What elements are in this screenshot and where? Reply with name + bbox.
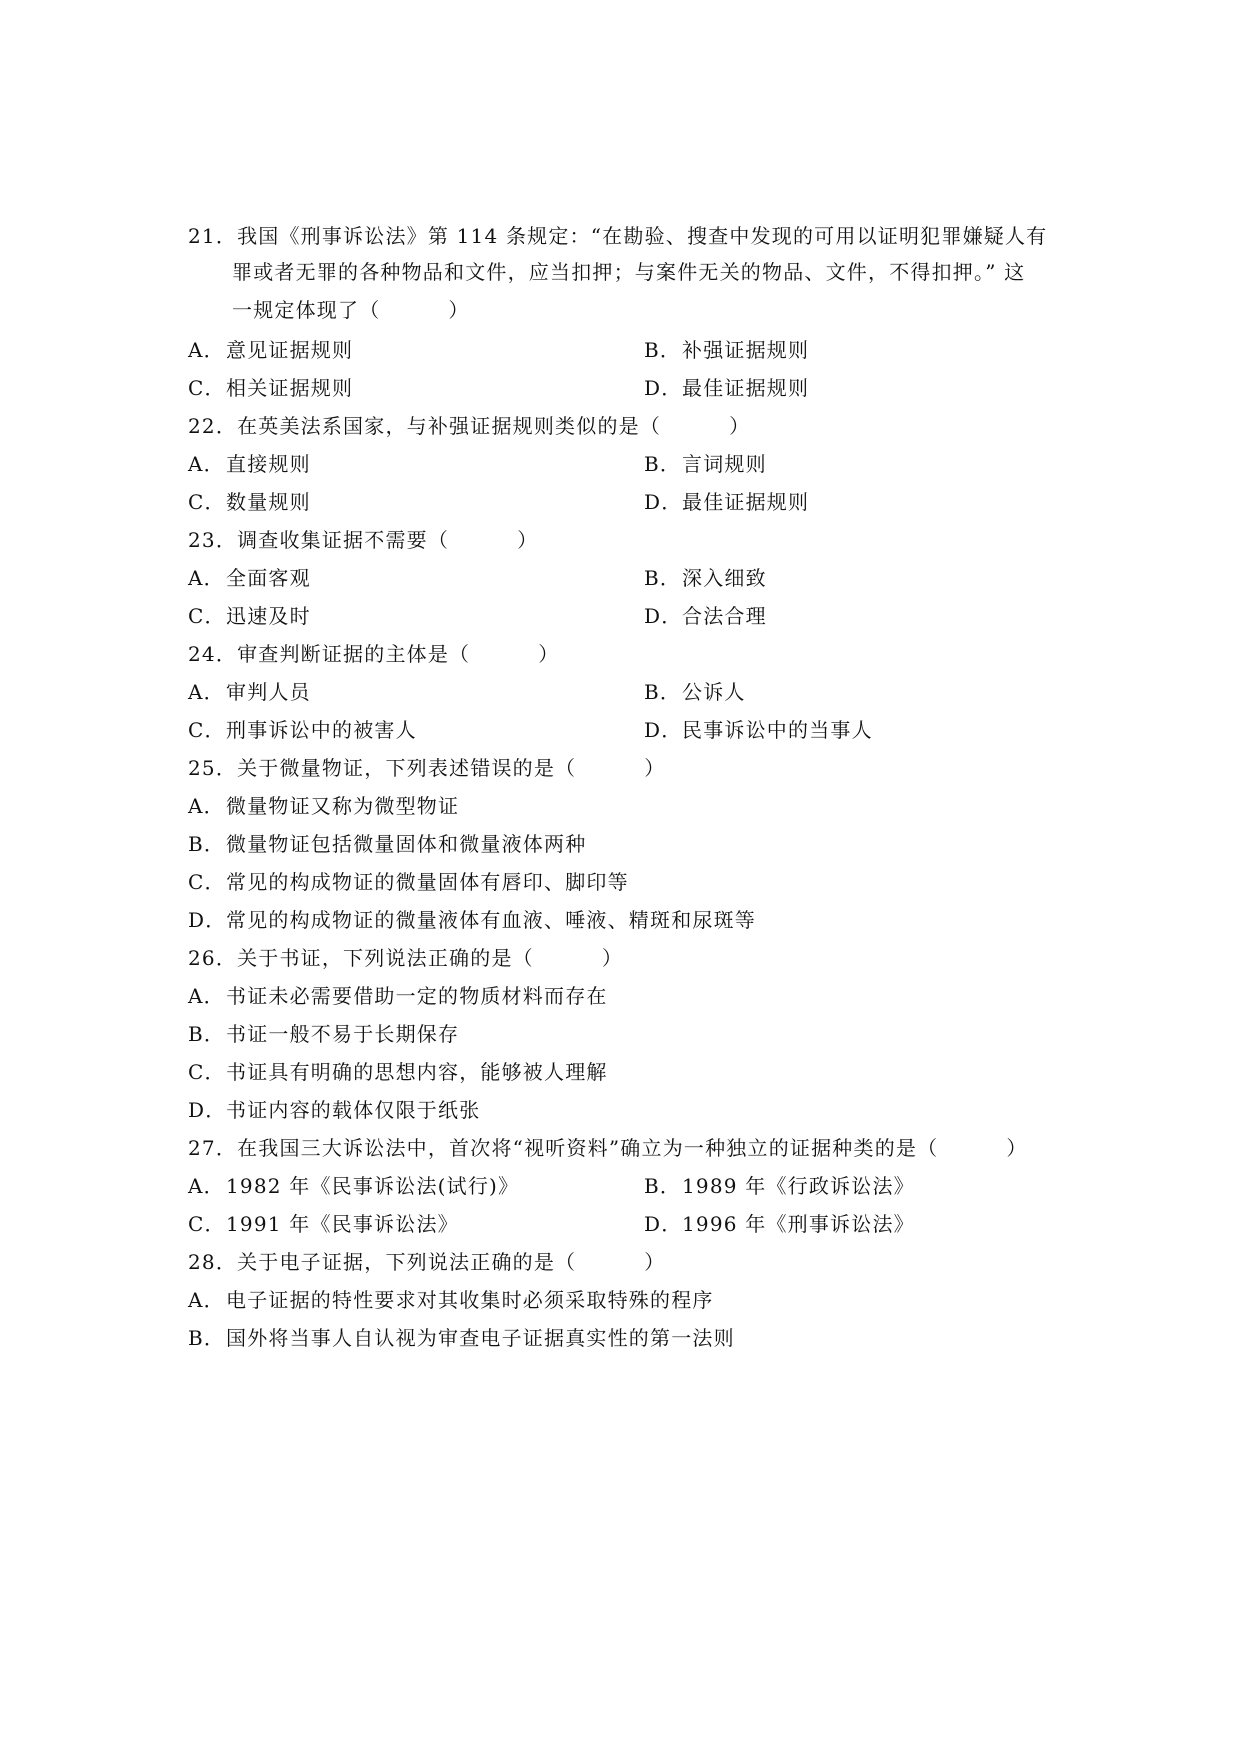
question-number: 21． bbox=[188, 224, 238, 248]
option-a bbox=[188, 564, 311, 592]
option-text: 书证未必需要借助一定的物质材料而存在 bbox=[226, 984, 608, 1008]
option-a bbox=[188, 678, 311, 706]
option-label: A． bbox=[188, 794, 225, 818]
question-number: 28． bbox=[188, 1250, 238, 1274]
question-21 bbox=[188, 222, 1047, 250]
option-text: 书证具有明确的思想内容，能够被人理解 bbox=[226, 1060, 608, 1084]
option-text: 言词规则 bbox=[682, 452, 767, 476]
option-d bbox=[644, 374, 809, 402]
option-d bbox=[644, 1210, 915, 1238]
option-text: 电子证据的特性要求对其收集时必须采取特殊的程序 bbox=[226, 1288, 714, 1312]
question-number: 22． bbox=[188, 414, 238, 438]
option-b bbox=[188, 1020, 459, 1048]
question-21-continuation bbox=[232, 296, 470, 324]
option-b bbox=[644, 564, 767, 592]
option-d bbox=[188, 1096, 480, 1124]
option-label: C． bbox=[188, 1060, 226, 1084]
closing-paren: ） bbox=[517, 528, 539, 552]
question-stem: 一规定体现了（ bbox=[232, 298, 381, 322]
option-c bbox=[188, 374, 353, 402]
option-text: 微量物证又称为微型物证 bbox=[226, 794, 460, 818]
question-number: 23． bbox=[188, 528, 238, 552]
option-c bbox=[188, 1210, 459, 1238]
question-stem: 在英美法系国家，与补强证据规则类似的是（ bbox=[237, 414, 662, 438]
option-label: B． bbox=[644, 1174, 682, 1198]
question-number: 25． bbox=[188, 756, 238, 780]
question-22 bbox=[188, 412, 750, 440]
option-label: D． bbox=[644, 604, 683, 628]
option-text: 常见的构成物证的微量固体有唇印、脚印等 bbox=[226, 870, 629, 894]
option-d bbox=[644, 716, 873, 744]
option-c bbox=[188, 602, 311, 630]
question-stem: 审查判断证据的主体是（ bbox=[237, 642, 471, 666]
option-label: D． bbox=[644, 718, 683, 742]
option-text: 补强证据规则 bbox=[682, 338, 810, 362]
option-text: 意见证据规则 bbox=[226, 338, 354, 362]
option-b bbox=[188, 830, 586, 858]
option-label: D． bbox=[644, 1212, 683, 1236]
option-b bbox=[644, 1172, 915, 1200]
option-d bbox=[644, 488, 809, 516]
option-label: D． bbox=[644, 376, 683, 400]
option-text: 全面客观 bbox=[226, 566, 311, 590]
closing-paren: ） bbox=[1006, 1136, 1028, 1160]
option-label: A． bbox=[188, 1174, 225, 1198]
option-b bbox=[644, 336, 809, 364]
option-label: D． bbox=[644, 490, 683, 514]
closing-paren: ） bbox=[729, 414, 751, 438]
option-label: B． bbox=[188, 1326, 226, 1350]
option-label: B． bbox=[644, 452, 682, 476]
question-stem: 罪或者无罪的各种物品和文件，应当扣押；与案件无关的物品、文件，不得扣押。” 这 bbox=[232, 260, 1026, 284]
question-number: 26． bbox=[188, 946, 238, 970]
option-text: 国外将当事人自认视为审查电子证据真实性的第一法则 bbox=[226, 1326, 735, 1350]
option-a bbox=[188, 336, 353, 364]
option-b bbox=[188, 1324, 735, 1352]
option-text: 1996 年《刑事诉讼法》 bbox=[682, 1212, 915, 1236]
option-d bbox=[188, 906, 756, 934]
option-label: C． bbox=[188, 490, 226, 514]
option-text: 数量规则 bbox=[226, 490, 311, 514]
option-label: B． bbox=[644, 680, 682, 704]
closing-paren: ） bbox=[644, 1250, 666, 1274]
option-text: 合法合理 bbox=[682, 604, 767, 628]
option-text: 公诉人 bbox=[682, 680, 746, 704]
option-label: B． bbox=[188, 832, 226, 856]
option-a bbox=[188, 450, 311, 478]
option-label: C． bbox=[188, 870, 226, 894]
question-28 bbox=[188, 1248, 665, 1276]
option-text: 常见的构成物证的微量液体有血液、唾液、精斑和尿斑等 bbox=[226, 908, 756, 932]
option-text: 微量物证包括微量固体和微量液体两种 bbox=[226, 832, 587, 856]
option-label: A． bbox=[188, 680, 225, 704]
question-27 bbox=[188, 1134, 1028, 1162]
option-label: C． bbox=[188, 604, 226, 628]
option-label: B． bbox=[188, 1022, 226, 1046]
question-23 bbox=[188, 526, 538, 554]
option-b bbox=[644, 678, 746, 706]
question-24 bbox=[188, 640, 559, 668]
option-text: 审判人员 bbox=[226, 680, 311, 704]
question-number: 24． bbox=[188, 642, 238, 666]
option-label: D． bbox=[188, 1098, 227, 1122]
closing-paren: ） bbox=[601, 946, 624, 970]
option-text: 民事诉讼中的当事人 bbox=[682, 718, 873, 742]
closing-paren: ） bbox=[448, 298, 470, 322]
question-26 bbox=[188, 944, 623, 972]
option-label: A． bbox=[188, 566, 225, 590]
option-label: A． bbox=[188, 984, 225, 1008]
option-text: 1989 年《行政诉讼法》 bbox=[682, 1174, 915, 1198]
closing-paren: ） bbox=[644, 756, 666, 780]
question-stem: 调查收集证据不需要（ bbox=[237, 528, 450, 552]
option-text: 刑事诉讼中的被害人 bbox=[226, 718, 417, 742]
option-c bbox=[188, 868, 629, 896]
option-text: 迅速及时 bbox=[226, 604, 311, 628]
option-a bbox=[188, 1286, 714, 1314]
option-text: 相关证据规则 bbox=[226, 376, 354, 400]
question-21-continuation bbox=[232, 258, 1025, 286]
option-label: C． bbox=[188, 376, 226, 400]
option-label: A． bbox=[188, 1288, 225, 1312]
question-number: 27． bbox=[188, 1136, 238, 1160]
option-text: 最佳证据规则 bbox=[682, 376, 810, 400]
option-a bbox=[188, 1172, 519, 1200]
option-b bbox=[644, 450, 767, 478]
option-text: 最佳证据规则 bbox=[682, 490, 810, 514]
option-label: C． bbox=[188, 718, 226, 742]
question-stem: 在我国三大诉讼法中，首次将“视听资料”确立为一种独立的证据种类的是（ bbox=[237, 1136, 939, 1160]
option-text: 深入细致 bbox=[682, 566, 767, 590]
question-stem: 关于微量物证，下列表述错误的是（ bbox=[237, 756, 577, 780]
closing-paren: ） bbox=[538, 642, 560, 666]
option-label: B． bbox=[644, 338, 682, 362]
option-text: 书证内容的载体仅限于纸张 bbox=[226, 1098, 481, 1122]
option-a bbox=[188, 982, 608, 1010]
question-stem: 关于电子证据，下列说法正确的是（ bbox=[237, 1250, 577, 1274]
option-text: 1982 年《民事诉讼法(试行)》 bbox=[226, 1174, 520, 1198]
option-label: A． bbox=[188, 338, 225, 362]
option-c bbox=[188, 1058, 608, 1086]
option-text: 直接规则 bbox=[226, 452, 311, 476]
option-label: A． bbox=[188, 452, 225, 476]
option-c bbox=[188, 716, 417, 744]
option-d bbox=[644, 602, 767, 630]
option-c bbox=[188, 488, 311, 516]
question-stem: 我国《刑事诉讼法》第 114 条规定：“在勘验、搜查中发现的可用以证明犯罪嫌疑人有 bbox=[237, 224, 1048, 248]
question-25 bbox=[188, 754, 665, 782]
option-label: B． bbox=[644, 566, 682, 590]
option-a bbox=[188, 792, 459, 820]
option-text: 书证一般不易于长期保存 bbox=[226, 1022, 460, 1046]
question-stem: 关于书证，下列说法正确的是（ bbox=[237, 946, 534, 970]
option-label: D． bbox=[188, 908, 227, 932]
option-label: C． bbox=[188, 1212, 226, 1236]
option-text: 1991 年《民事诉讼法》 bbox=[226, 1212, 459, 1236]
